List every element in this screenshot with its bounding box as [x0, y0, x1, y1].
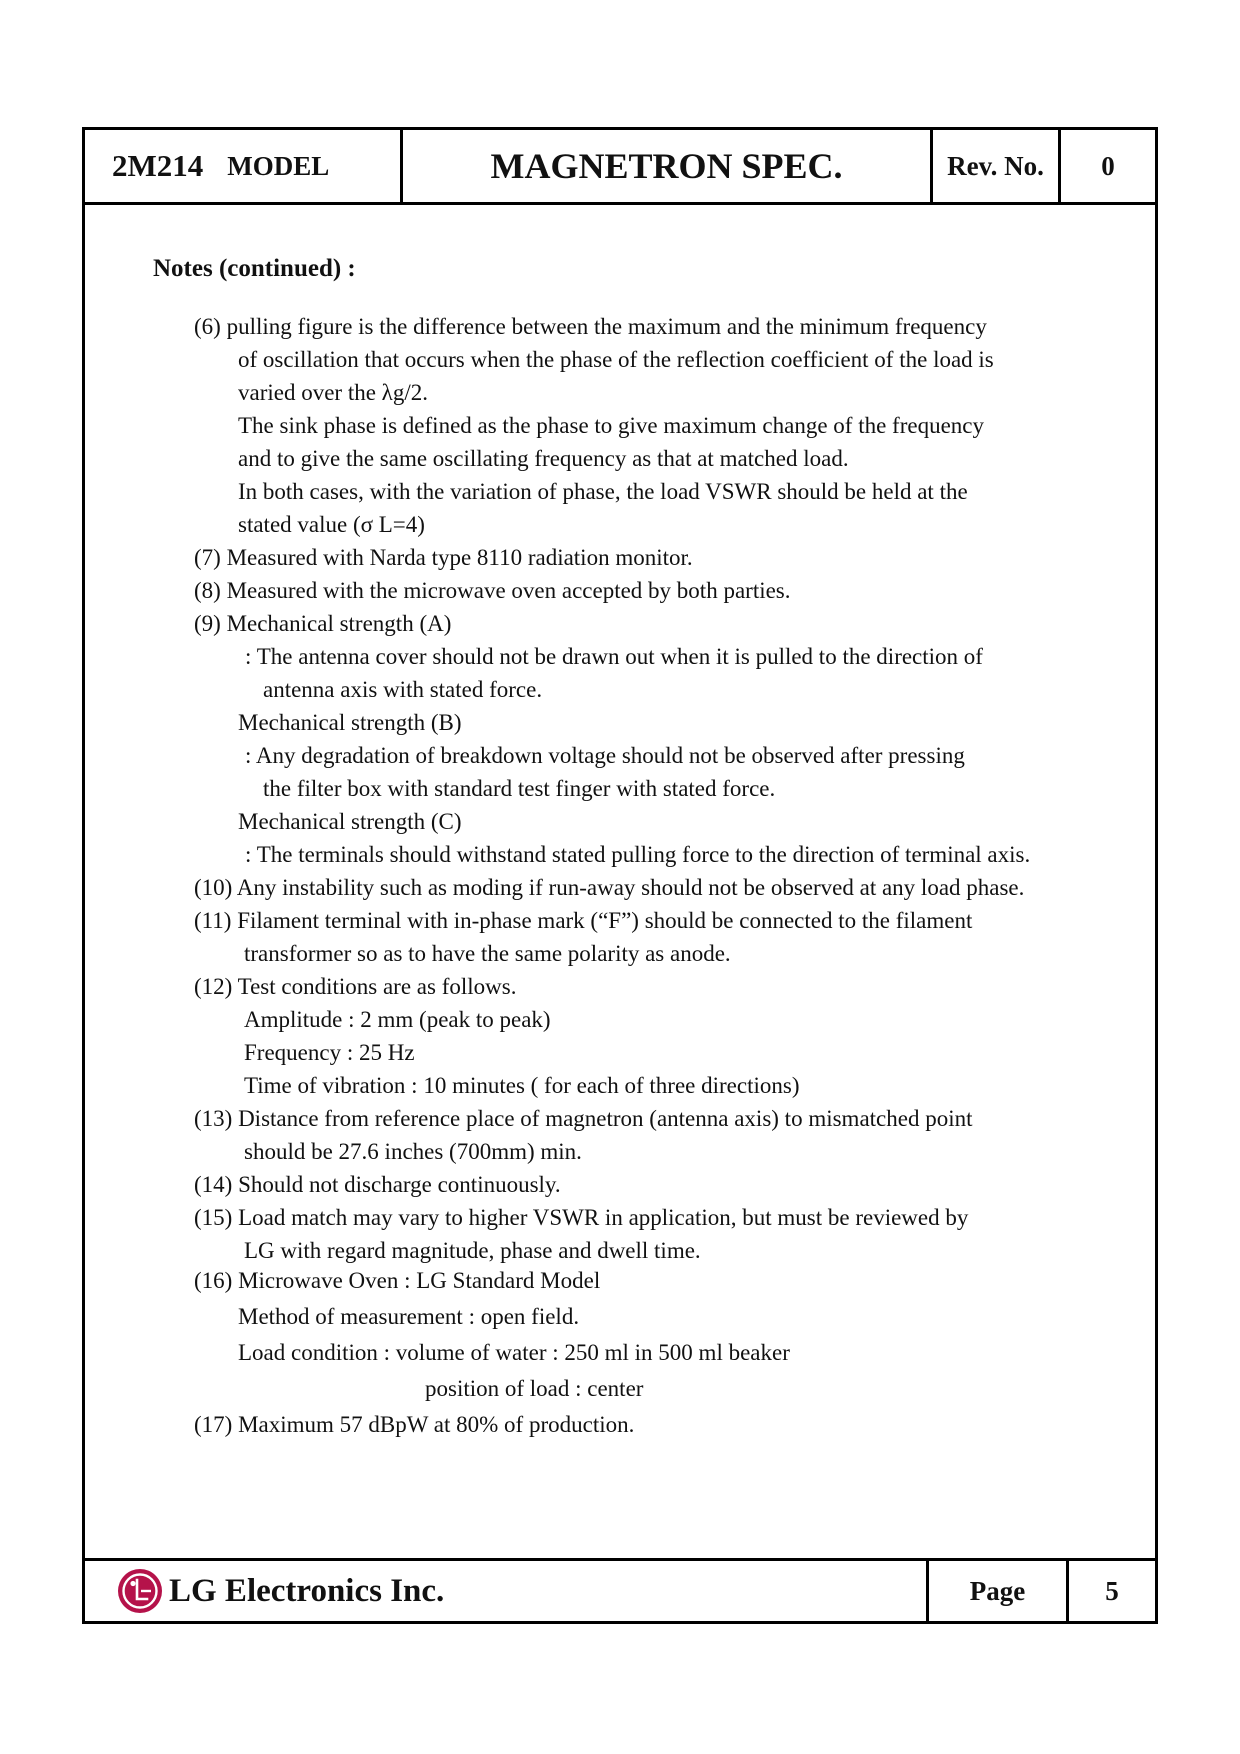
note-line: Method of measurement : open field.	[238, 1304, 580, 1329]
note-line: (13) Distance from reference place of magnetron (antenna axis) to mismatched point	[194, 1106, 973, 1131]
revision-label-cell	[933, 130, 1061, 202]
note-line: should be 27.6 inches (700mm) min.	[244, 1139, 582, 1164]
note-line: varied over the λg/2.	[238, 380, 428, 405]
notes-body	[85, 205, 1155, 1549]
note-line: of oscillation that occurs when the phase of the reflection coefficient of the load is	[238, 347, 994, 372]
note-line: (10) Any instability such as moding if run-away should not be observed at any load phase.	[194, 875, 1025, 900]
revision-value-cell	[1061, 130, 1155, 202]
note-line: (8) Measured with the microwave oven accepted by both parties.	[194, 578, 791, 603]
note-line: (9) Mechanical strength (A)	[194, 611, 452, 636]
document-title: MAGNETRON SPEC.	[490, 146, 843, 186]
note-line: Amplitude : 2 mm (peak to peak)	[244, 1007, 551, 1032]
company-cell	[85, 1561, 929, 1621]
note-line: stated value (σ L=4)	[238, 512, 425, 537]
note-line: : The terminals should withstand stated pulling force to the direction of terminal axis.	[245, 842, 1031, 867]
note-line: Load condition : volume of water : 250 ml in 500 ml beaker	[238, 1340, 790, 1365]
note-line: Mechanical strength (C)	[238, 809, 462, 834]
note-line: (15) Load match may vary to higher VSWR in application, but must be reviewed by	[194, 1205, 969, 1230]
note-line: position of load : center	[425, 1376, 644, 1401]
model-label: MODEL	[227, 150, 330, 181]
note-line: : The antenna cover should not be drawn out when it is pulled to the direction of	[245, 644, 983, 669]
page-number-cell	[1069, 1561, 1155, 1621]
note-line: The sink phase is defined as the phase to give maximum change of the frequency	[238, 413, 984, 438]
note-line: : Any degradation of breakdown voltage should not be observed after pressing	[245, 743, 965, 768]
note-line: transformer so as to have the same polarity as anode.	[244, 941, 731, 966]
note-line: (12) Test conditions are as follows.	[194, 974, 517, 999]
revision-label: Rev. No.	[947, 150, 1044, 181]
note-line: (14) Should not discharge continuously.	[194, 1172, 561, 1197]
note-line: In both cases, with the variation of phase, the load VSWR should be held at the	[238, 479, 968, 504]
note-line: LG with regard magnitude, phase and dwell time.	[244, 1238, 701, 1263]
note-line: and to give the same oscillating frequency as that at matched load.	[238, 446, 849, 471]
model-number: 2M214	[112, 148, 204, 183]
note-line: antenna axis with stated force.	[263, 677, 543, 702]
notes-heading: Notes (continued) :	[153, 255, 356, 282]
revision-value: 0	[1101, 150, 1115, 181]
footer-bar	[85, 1558, 1155, 1621]
model-cell	[85, 130, 403, 202]
note-line: the filter box with standard test finger with stated force.	[263, 776, 776, 801]
company-name: LG Electronics Inc.	[169, 1572, 445, 1609]
spec-sheet-frame	[82, 127, 1158, 1624]
note-line: (17) Maximum 57 dBpW at 80% of production.	[194, 1412, 635, 1437]
note-line: Mechanical strength (B)	[238, 710, 462, 735]
lg-logo-icon	[117, 1568, 163, 1614]
note-line: (16) Microwave Oven : LG Standard Model	[194, 1268, 601, 1293]
header-bar	[85, 130, 1155, 205]
note-line: (6) pulling figure is the difference between the maximum and the minimum frequency	[194, 314, 987, 339]
title-cell	[403, 130, 933, 202]
page-number: 5	[1105, 1575, 1119, 1606]
page-label-cell	[929, 1561, 1069, 1621]
note-line: Frequency : 25 Hz	[244, 1040, 415, 1065]
note-line: (7) Measured with Narda type 8110 radiation monitor.	[194, 545, 693, 570]
page-label: Page	[969, 1575, 1026, 1606]
note-line: Time of vibration : 10 minutes ( for each of three directions)	[244, 1073, 800, 1098]
note-line: (11) Filament terminal with in-phase mark (“F”) should be connected to the filament	[194, 908, 973, 933]
